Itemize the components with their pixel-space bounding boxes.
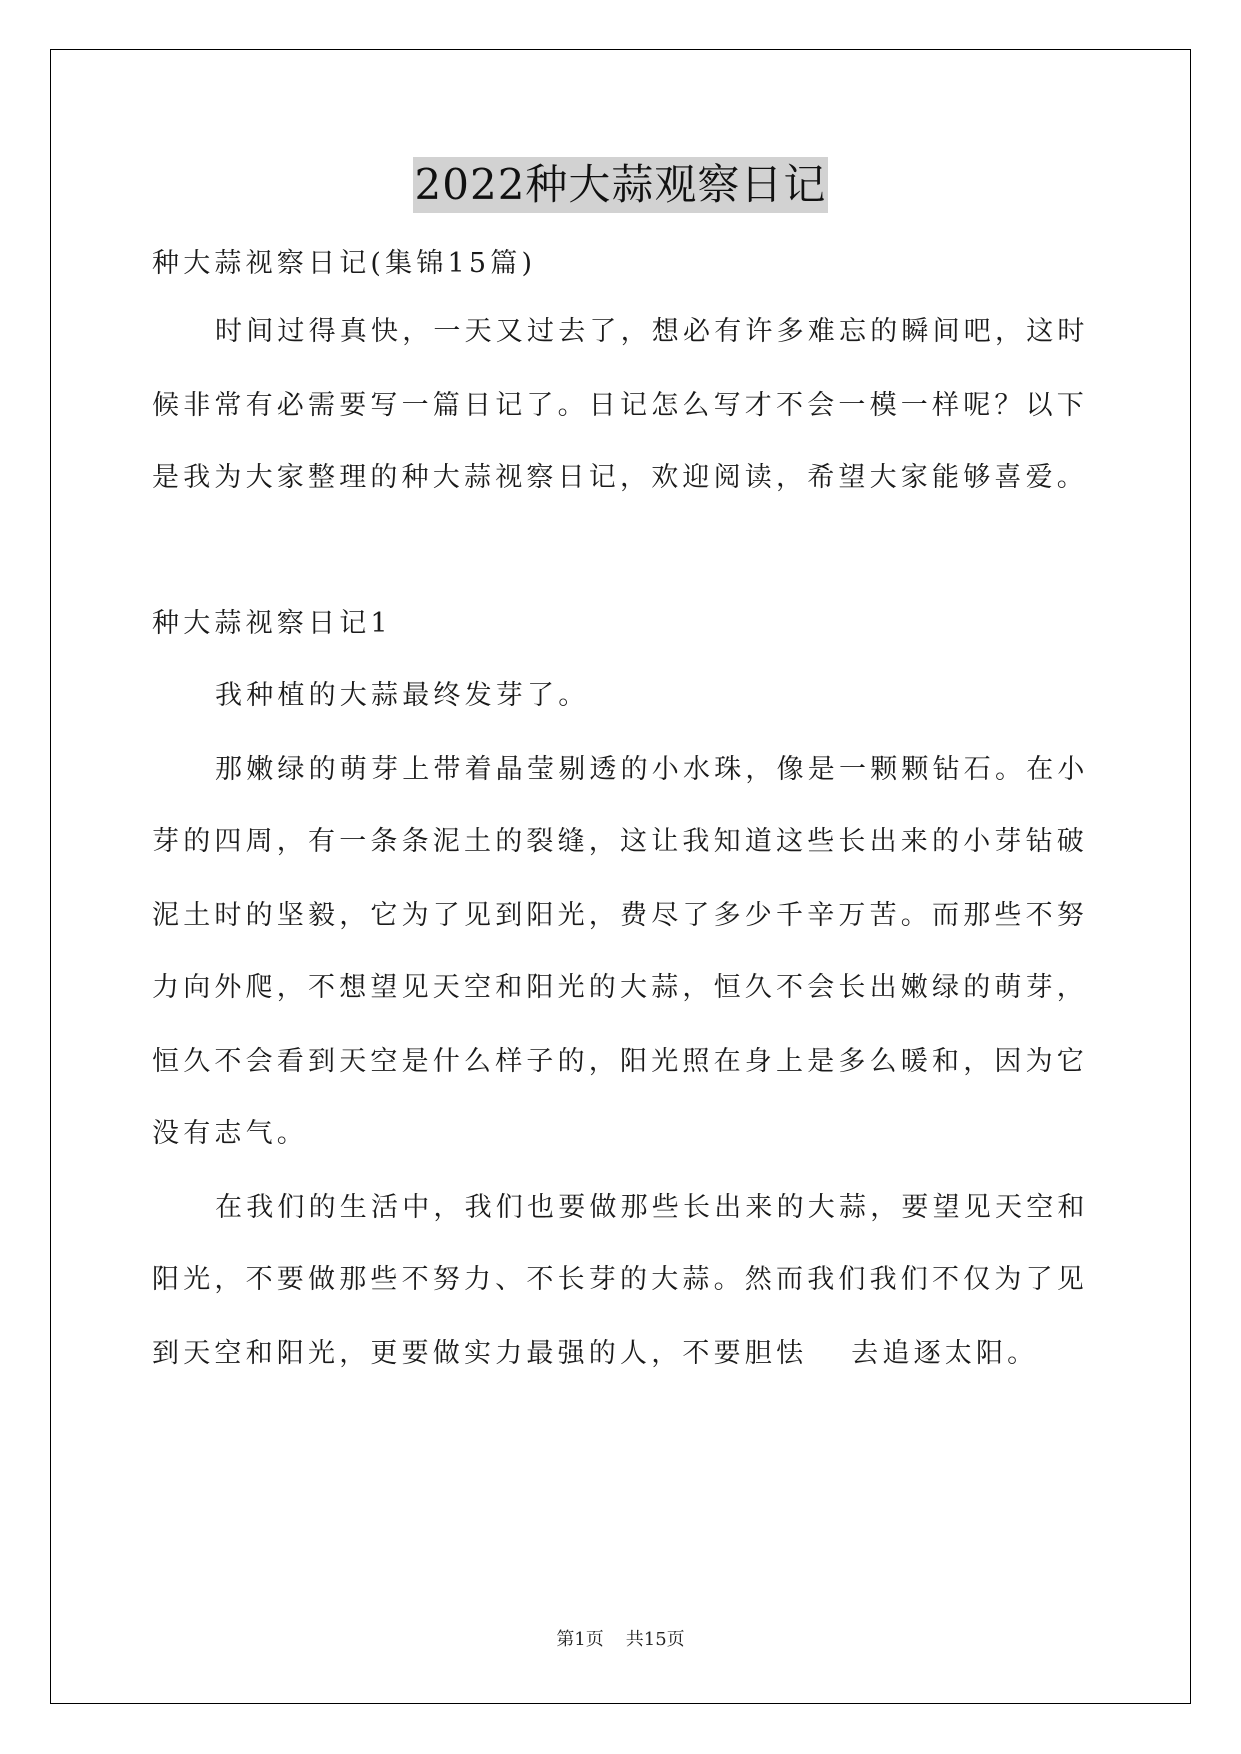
paragraph-line: 力向外爬，不想望见天空和阳光的大蒜，恒久不会长出嫩绿的萌芽， [152,972,1088,1003]
paragraph-line: 芽的四周，有一条条泥土的裂缝，这让我知道这些长出来的小芽钻破 [152,826,1088,857]
paragraph-line: 时间过得真快，一天又过去了，想必有许多难忘的瞬间吧，这时 [215,316,1089,347]
title-container [0,157,1241,213]
paragraph-line: 泥土时的坚毅，它为了见到阳光，费尽了多少千辛万苦。而那些不努 [152,900,1088,931]
paragraph-line: 恒久不会看到天空是什么样子的，阳光照在身上是多么暖和，因为它 [152,1046,1088,1077]
page-number: 第1页 [556,1629,604,1650]
page-border [50,49,1191,1704]
paragraph-line: 在我们的生活中，我们也要做那些长出来的大蒜，要望见天空和 [215,1192,1089,1223]
paragraph-line: 我种植的大蒜最终发芽了。 [215,680,590,711]
section-heading: 种大蒜视察日记1 [152,608,392,639]
page-footer [0,1628,1241,1652]
document-title: 2022种大蒜观察日记 [413,157,829,213]
document-subtitle: 种大蒜视察日记(集锦15篇) [152,248,537,279]
paragraph-line: 候非常有必需要写一篇日记了。日记怎么写才不会一模一样呢？以下 [152,390,1088,421]
paragraph-line: 到天空和阳光，更要做实力最强的人，不要胆怯 去追逐太阳。 [152,1338,1039,1369]
paragraph-line: 阳光，不要做那些不努力、不长芽的大蒜。然而我们我们不仅为了见 [152,1264,1088,1295]
paragraph-line: 是我为大家整理的种大蒜视察日记，欢迎阅读，希望大家能够喜爱。 [152,462,1088,493]
page-total: 共15页 [625,1629,685,1650]
paragraph-line: 没有志气。 [152,1118,308,1149]
paragraph-line: 那嫩绿的萌芽上带着晶莹剔透的小水珠，像是一颗颗钻石。在小 [215,754,1089,785]
